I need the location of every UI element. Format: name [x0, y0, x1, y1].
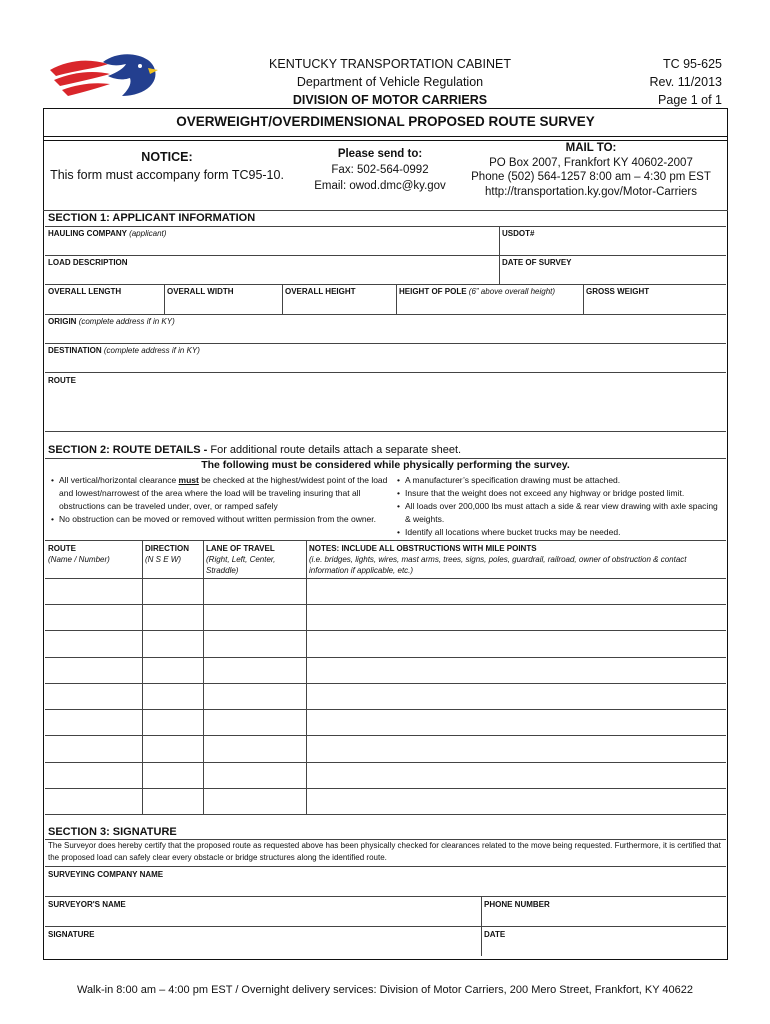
table-row[interactable] — [45, 658, 726, 683]
destination-label: DESTINATION — [48, 346, 102, 355]
col-notes-note: (i.e. bridges, lights, wires, mast arms, trees, signs, poles, guardrail, railroad, owner of obstruction & contact information if applicable, etc.) — [309, 555, 687, 575]
title-divider — [43, 136, 728, 137]
origin-note: (complete address if in KY) — [78, 317, 175, 326]
surveyor-name-field[interactable]: SURVEYOR'S NAME — [48, 900, 126, 909]
mail-to-url[interactable]: http://transportation.ky.gov/Motor-Carriers — [485, 185, 697, 198]
instruction-text: be checked at the highest/widest point of the load and lowest/narrowest of the area where the load will be traveling insuring that all obstructions can be traveled under, over, or ramped safely — [59, 475, 388, 511]
table-row[interactable] — [45, 789, 726, 814]
division-name: DIVISION OF MOTOR CARRIERS — [292, 93, 488, 107]
overall-height-field[interactable]: OVERALL HEIGHT — [285, 287, 356, 296]
instruction-item: • Insure that the weight does not exceed any highway or bridge posted limit. — [394, 487, 724, 500]
send-to-title: Please send to: — [337, 148, 423, 160]
table-row[interactable] — [45, 579, 726, 604]
form-revision: Rev. 11/2013 — [649, 75, 722, 89]
header-form-info — [582, 55, 722, 109]
section1-rule — [45, 226, 726, 227]
send-to-email[interactable]: Email: owod.dmc@ky.gov — [314, 180, 446, 192]
table-row[interactable] — [45, 736, 726, 761]
notice-block — [48, 150, 286, 182]
instruction-item: • A manufacturer’s specification drawing must be attached. — [394, 474, 724, 487]
destination-field[interactable] — [48, 346, 200, 355]
section2-title-line — [48, 444, 461, 456]
instruction-item — [48, 513, 390, 526]
notice-text: This form must accompany form TC95-10. — [50, 168, 284, 182]
department-name: Department of Vehicle Regulation — [296, 75, 484, 89]
left-instructions — [48, 474, 390, 526]
instruction-item: • Identify all locations where bucket trucks may be needed. — [394, 526, 724, 539]
row-rule — [45, 343, 726, 344]
right-instructions — [394, 474, 724, 539]
row-rule — [45, 255, 726, 256]
section2-title: SECTION 2: ROUTE DETAILS - — [48, 444, 208, 456]
kytc-eagle-logo — [48, 50, 160, 105]
signature-field[interactable]: SIGNATURE — [48, 930, 95, 939]
row-rule — [45, 896, 726, 897]
col-route-note: (Name / Number) — [48, 555, 110, 564]
section2-subtitle: The following must be considered while physically performing the survey. — [201, 459, 570, 471]
date-field[interactable]: DATE — [484, 930, 506, 939]
section2-title-note: For additional route details attach a separate sheet. — [210, 444, 462, 456]
section1-title: SECTION 1: APPLICANT INFORMATION — [48, 212, 256, 224]
divider — [164, 284, 165, 314]
send-to-fax: Fax: 502-564-0992 — [331, 164, 429, 176]
destination-note: (complete address if in KY) — [103, 346, 200, 355]
send-to-block — [300, 146, 460, 194]
table-row[interactable] — [45, 605, 726, 630]
route-field[interactable]: ROUTE — [48, 376, 76, 385]
col-lane-title: LANE OF TRAVEL — [206, 544, 275, 553]
height-of-pole-label: HEIGHT OF POLE — [399, 287, 467, 296]
table-row[interactable] — [45, 684, 726, 709]
col-route-title: ROUTE — [48, 544, 76, 553]
instruction-item: • All loads over 200,000 lbs must attach a side & rear view drawing with axle spacing & weights. — [394, 500, 724, 526]
surveying-company-field[interactable]: SURVEYING COMPANY NAME — [48, 870, 164, 879]
col-lane-note: (Right, Left, Center, Straddle) — [206, 555, 276, 575]
row-rule — [45, 372, 726, 373]
height-of-pole-note: (6” above overall height) — [468, 287, 556, 296]
row-rule — [45, 866, 726, 867]
hauling-company-field[interactable] — [48, 229, 166, 238]
col-route-header — [48, 543, 138, 565]
header-agency-block — [200, 55, 580, 109]
gross-weight-field[interactable]: GROSS WEIGHT — [586, 287, 650, 296]
col-notes-title: NOTES: INCLUDE ALL OBSTRUCTIONS WITH MILE POINTS — [309, 544, 537, 553]
col-direction-title: DIRECTION — [145, 544, 189, 553]
phone-number-field[interactable]: PHONE NUMBER — [484, 900, 550, 909]
table-bottom-rule — [45, 814, 726, 815]
divider — [583, 284, 584, 314]
divider — [396, 284, 397, 314]
hauling-company-note: (applicant) — [129, 229, 167, 238]
table-row[interactable] — [45, 763, 726, 788]
row-rule — [45, 314, 726, 315]
date-of-survey-field[interactable]: DATE OF SURVEY — [502, 258, 572, 267]
divider — [499, 226, 500, 255]
instruction-item — [48, 474, 390, 513]
col-notes-header — [309, 543, 723, 576]
usdot-field[interactable]: USDOT# — [502, 229, 535, 238]
divider — [499, 255, 500, 284]
mail-to-title: MAIL TO: — [565, 142, 617, 154]
row-rule — [45, 284, 726, 285]
agency-name: KENTUCKY TRANSPORTATION CABINET — [269, 57, 511, 71]
col-lane-header — [206, 543, 304, 576]
row-rule — [45, 926, 726, 927]
section1-bottom-rule — [45, 431, 726, 432]
section3-title: SECTION 3: SIGNATURE — [48, 826, 177, 838]
overall-length-field[interactable]: OVERALL LENGTH — [48, 287, 122, 296]
height-of-pole-field[interactable] — [399, 287, 555, 296]
origin-label: ORIGIN — [48, 317, 77, 326]
hauling-company-label: HAULING COMPANY — [48, 229, 127, 238]
mail-to-block — [458, 141, 724, 199]
col-direction-note: (N S E W) — [145, 555, 181, 564]
origin-field[interactable] — [48, 317, 175, 326]
instruction-text: No obstruction can be moved or removed without written permission from the owner. — [59, 514, 377, 524]
instruction-text: All vertical/horizontal clearance — [59, 475, 179, 485]
col-direction-header — [145, 543, 203, 565]
divider — [282, 284, 283, 314]
table-row[interactable] — [45, 631, 726, 656]
mail-to-phone: Phone (502) 564-1257 8:00 am – 4:30 pm EST — [471, 171, 711, 183]
mail-to-address: PO Box 2007, Frankfort KY 40602-2007 — [489, 156, 693, 169]
form-title: OVERWEIGHT/OVERDIMENSIONAL PROPOSED ROUTE SURVEY — [176, 114, 595, 129]
page-indicator: Page 1 of 1 — [658, 93, 722, 107]
footer-delivery-info: Walk-in 8:00 am – 4:00 pm EST / Overnight delivery services: Division of Motor Carriers, 200 Mero Street, Frankfort, KY 40622 — [76, 984, 694, 996]
table-row[interactable] — [45, 710, 726, 735]
certification-text: The Surveyor does hereby certify that the proposed route as requested above has been physically checked for clearances related to the move being requested. Furthermore, it is certified that the proposed load can safely clear every obstacle or bridge structures along the identified route. — [48, 841, 721, 862]
section1-top-rule — [43, 210, 728, 211]
table-top-rule — [45, 540, 726, 541]
overall-width-field[interactable]: OVERALL WIDTH — [167, 287, 234, 296]
notice-title: NOTICE: — [141, 150, 193, 164]
form-number: TC 95-625 — [662, 57, 722, 71]
instruction-emphasis: must — [178, 475, 199, 485]
load-description-field[interactable]: LOAD DESCRIPTION — [48, 258, 128, 267]
